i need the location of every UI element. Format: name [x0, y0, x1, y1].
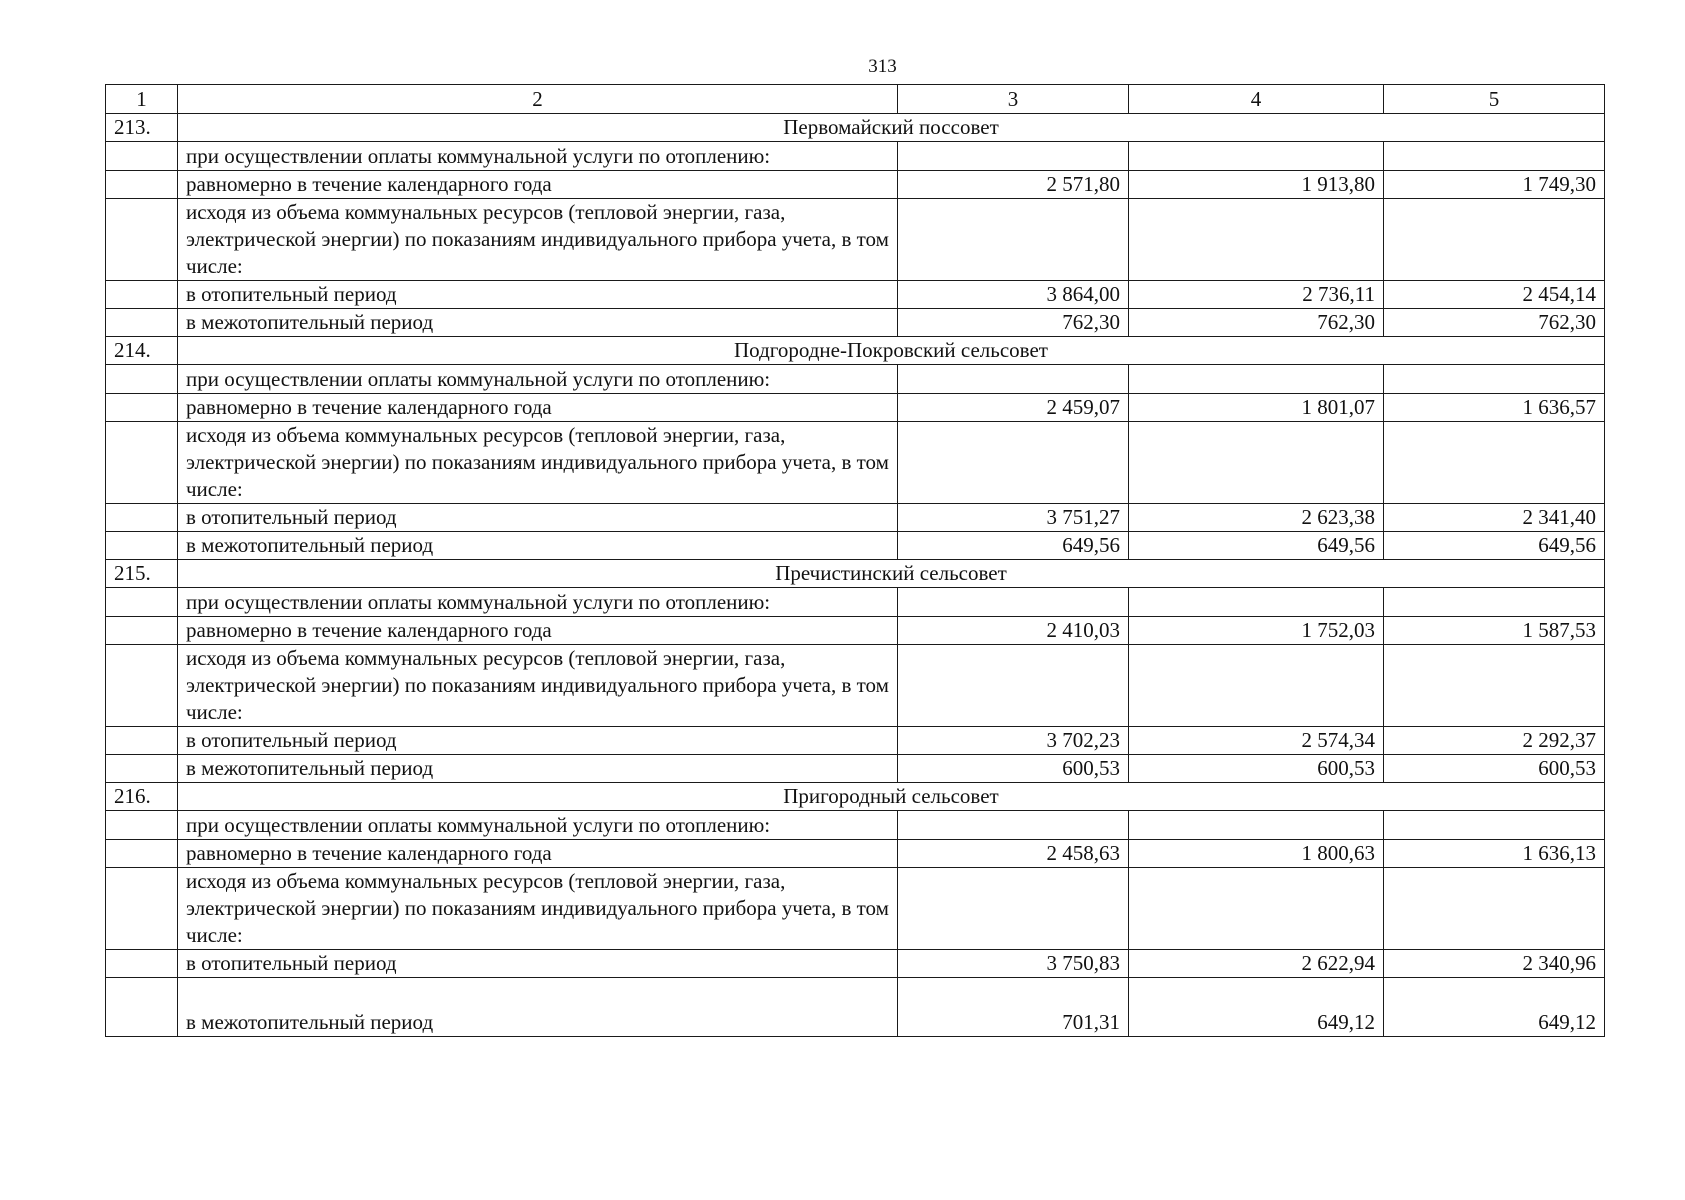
value-cell-col3 — [898, 588, 1129, 617]
table-row — [106, 171, 1605, 199]
row-label: в отопительный период — [178, 727, 898, 755]
table-row — [106, 811, 1605, 840]
row-label: в отопительный период — [178, 281, 898, 309]
value-cell-col4: 1 801,07 — [1129, 394, 1384, 422]
row-label: равномерно в течение календарного года — [178, 617, 898, 645]
value-cell-col3 — [898, 868, 1129, 950]
value-cell-col5: 1 636,57 — [1384, 394, 1605, 422]
table-row — [106, 755, 1605, 783]
row-label: равномерно в течение календарного года — [178, 394, 898, 422]
section-number: 215. — [106, 560, 178, 588]
row-number-cell — [106, 645, 178, 727]
value-cell-col3: 2 410,03 — [898, 617, 1129, 645]
value-cell-col5 — [1384, 422, 1605, 504]
section-header-row — [106, 337, 1605, 365]
column-header: 4 — [1129, 85, 1384, 114]
row-number-cell — [106, 532, 178, 560]
row-label: при осуществлении оплаты коммунальной услуги по отоплению: — [178, 142, 898, 171]
value-cell-col3: 600,53 — [898, 755, 1129, 783]
row-number-cell — [106, 171, 178, 199]
row-number-cell — [106, 617, 178, 645]
row-number-cell — [106, 394, 178, 422]
value-cell-col5: 2 340,96 — [1384, 950, 1605, 978]
table-row — [106, 617, 1605, 645]
row-label: исходя из объема коммунальных ресурсов (тепловой энергии, газа, электрической энергии) по показаниям индивидуального прибора учета, в том числе: — [178, 199, 898, 281]
value-cell-col4 — [1129, 422, 1384, 504]
value-cell-col5 — [1384, 811, 1605, 840]
value-cell-col4 — [1129, 199, 1384, 281]
tariff-table — [105, 84, 1605, 1037]
table-row — [106, 727, 1605, 755]
value-cell-col4: 762,30 — [1129, 309, 1384, 337]
table-row — [106, 868, 1605, 950]
table-row — [106, 645, 1605, 727]
section-header-row — [106, 114, 1605, 142]
value-cell-col5: 600,53 — [1384, 755, 1605, 783]
row-label: при осуществлении оплаты коммунальной услуги по отоплению: — [178, 365, 898, 394]
table-body — [106, 85, 1605, 1037]
row-label: исходя из объема коммунальных ресурсов (тепловой энергии, газа, электрической энергии) по показаниям индивидуального прибора учета, в том числе: — [178, 645, 898, 727]
value-cell-col5 — [1384, 588, 1605, 617]
value-cell-col3: 3 751,27 — [898, 504, 1129, 532]
row-label: исходя из объема коммунальных ресурсов (тепловой энергии, газа, электрической энергии) по показаниям индивидуального прибора учета, в том числе: — [178, 422, 898, 504]
value-cell-col3 — [898, 422, 1129, 504]
column-header: 1 — [106, 85, 178, 114]
value-cell-col3: 762,30 — [898, 309, 1129, 337]
value-cell-col4: 2 736,11 — [1129, 281, 1384, 309]
page-number: 313 — [868, 56, 897, 77]
section-header-row — [106, 560, 1605, 588]
value-cell-col5 — [1384, 868, 1605, 950]
row-label: при осуществлении оплаты коммунальной услуги по отоплению: — [178, 588, 898, 617]
row-number-cell — [106, 309, 178, 337]
value-cell-col4: 649,12 — [1129, 978, 1384, 1037]
value-cell-col3 — [898, 645, 1129, 727]
value-cell-col4 — [1129, 588, 1384, 617]
column-header: 5 — [1384, 85, 1605, 114]
value-cell-col3 — [898, 365, 1129, 394]
row-number-cell — [106, 199, 178, 281]
table-row — [106, 422, 1605, 504]
table-row — [106, 309, 1605, 337]
value-cell-col3 — [898, 199, 1129, 281]
table-row — [106, 950, 1605, 978]
table-row — [106, 588, 1605, 617]
row-label: равномерно в течение календарного года — [178, 171, 898, 199]
section-name: Первомайский поссовет — [178, 114, 1605, 142]
row-number-cell — [106, 504, 178, 532]
table-row — [106, 142, 1605, 171]
value-cell-col3: 3 750,83 — [898, 950, 1129, 978]
section-name: Пречистинский сельсовет — [178, 560, 1605, 588]
table-row — [106, 394, 1605, 422]
value-cell-col5 — [1384, 199, 1605, 281]
row-label: в межотопительный период — [178, 309, 898, 337]
row-label: в межотопительный период — [178, 978, 898, 1037]
table-row — [106, 281, 1605, 309]
value-cell-col3 — [898, 142, 1129, 171]
value-cell-col4 — [1129, 811, 1384, 840]
section-name: Пригородный сельсовет — [178, 783, 1605, 811]
row-label: исходя из объема коммунальных ресурсов (тепловой энергии, газа, электрической энергии) по показаниям индивидуального прибора учета, в том числе: — [178, 868, 898, 950]
value-cell-col4 — [1129, 645, 1384, 727]
row-number-cell — [106, 281, 178, 309]
value-cell-col4: 2 574,34 — [1129, 727, 1384, 755]
row-number-cell — [106, 588, 178, 617]
row-number-cell — [106, 365, 178, 394]
value-cell-col5 — [1384, 645, 1605, 727]
table-row — [106, 199, 1605, 281]
value-cell-col4: 1 913,80 — [1129, 171, 1384, 199]
table-row — [106, 978, 1605, 1037]
row-number-cell — [106, 840, 178, 868]
row-label: в отопительный период — [178, 504, 898, 532]
value-cell-col3: 2 458,63 — [898, 840, 1129, 868]
value-cell-col3 — [898, 811, 1129, 840]
row-number-cell — [106, 755, 178, 783]
value-cell-col3: 701,31 — [898, 978, 1129, 1037]
value-cell-col4: 600,53 — [1129, 755, 1384, 783]
row-label: в отопительный период — [178, 950, 898, 978]
row-number-cell — [106, 727, 178, 755]
value-cell-col4: 649,56 — [1129, 532, 1384, 560]
value-cell-col3: 2 459,07 — [898, 394, 1129, 422]
table-row — [106, 504, 1605, 532]
value-cell-col4: 1 752,03 — [1129, 617, 1384, 645]
value-cell-col4: 1 800,63 — [1129, 840, 1384, 868]
row-label: в межотопительный период — [178, 755, 898, 783]
value-cell-col5: 1 636,13 — [1384, 840, 1605, 868]
column-header: 3 — [898, 85, 1129, 114]
row-number-cell — [106, 868, 178, 950]
value-cell-col3: 3 702,23 — [898, 727, 1129, 755]
value-cell-col3: 649,56 — [898, 532, 1129, 560]
value-cell-col5: 2 454,14 — [1384, 281, 1605, 309]
section-header-row — [106, 783, 1605, 811]
row-label: равномерно в течение календарного года — [178, 840, 898, 868]
section-number: 213. — [106, 114, 178, 142]
table-row — [106, 365, 1605, 394]
row-number-cell — [106, 142, 178, 171]
section-number: 216. — [106, 783, 178, 811]
value-cell-col4: 2 622,94 — [1129, 950, 1384, 978]
value-cell-col4: 2 623,38 — [1129, 504, 1384, 532]
table-row — [106, 840, 1605, 868]
value-cell-col5: 1 587,53 — [1384, 617, 1605, 645]
value-cell-col5: 1 749,30 — [1384, 171, 1605, 199]
value-cell-col3: 2 571,80 — [898, 171, 1129, 199]
value-cell-col5: 649,56 — [1384, 532, 1605, 560]
section-number: 214. — [106, 337, 178, 365]
row-label: при осуществлении оплаты коммунальной услуги по отоплению: — [178, 811, 898, 840]
value-cell-col4 — [1129, 365, 1384, 394]
column-header: 2 — [178, 85, 898, 114]
section-name: Подгородне-Покровский сельсовет — [178, 337, 1605, 365]
value-cell-col4 — [1129, 142, 1384, 171]
value-cell-col3: 3 864,00 — [898, 281, 1129, 309]
column-header-row — [106, 85, 1605, 114]
row-number-cell — [106, 978, 178, 1037]
value-cell-col5: 2 292,37 — [1384, 727, 1605, 755]
value-cell-col5: 2 341,40 — [1384, 504, 1605, 532]
value-cell-col5: 649,12 — [1384, 978, 1605, 1037]
table-row — [106, 532, 1605, 560]
row-label: в межотопительный период — [178, 532, 898, 560]
value-cell-col5 — [1384, 142, 1605, 171]
row-number-cell — [106, 811, 178, 840]
value-cell-col5 — [1384, 365, 1605, 394]
value-cell-col5: 762,30 — [1384, 309, 1605, 337]
value-cell-col4 — [1129, 868, 1384, 950]
row-number-cell — [106, 422, 178, 504]
row-number-cell — [106, 950, 178, 978]
